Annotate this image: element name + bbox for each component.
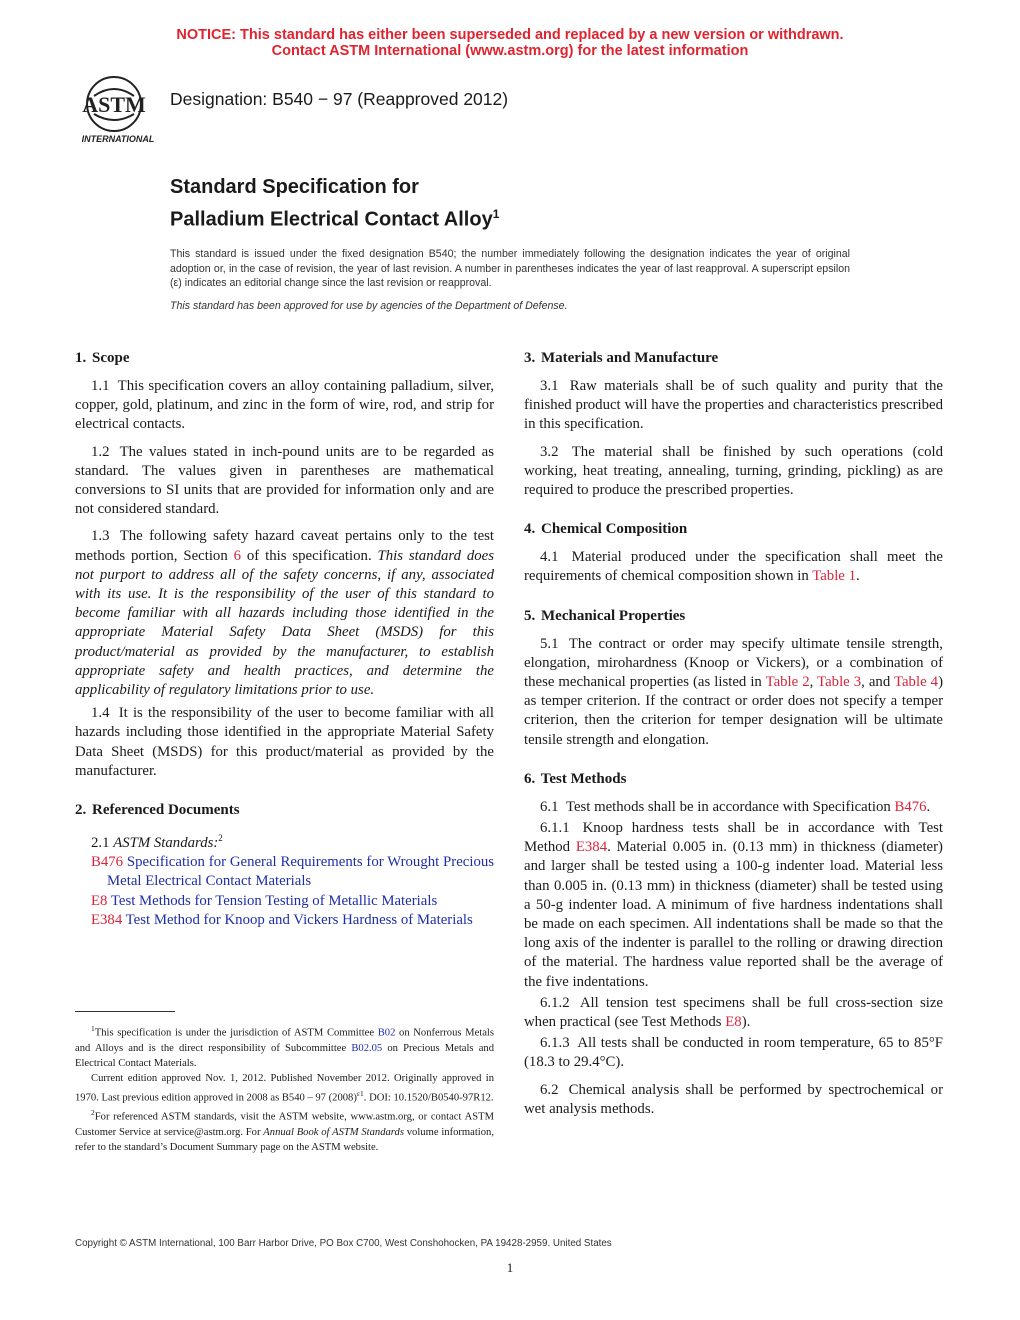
section-heading: 3. Materials and Manufacture [524, 350, 719, 366]
section-heading: 4. Chemical Composition [524, 521, 688, 538]
paragraph-3-2: 3.2 The material shall be finished by such operations (cold working, heat treating, annealing, turning, grinding, pickling) as are required to produce the prescribed properties. [524, 443, 943, 499]
section-heading: 6. Test Methods [524, 770, 627, 787]
reference-code: B476 [91, 854, 124, 871]
paragraph-1-2: 1.2 The values stated in inch-pound units are to be regarded as standard. The values given in parentheses are mathematical conversions to SI units that are provided for information only and are not considered standard. [75, 443, 494, 518]
b02-05-link[interactable]: B02.05 [351, 1042, 383, 1054]
paragraph-4-1: 4.1 Material produced under the specification shall meet the requirements of chemical composition shown in Table 1. [524, 549, 943, 585]
page-number: 1 [506, 1260, 514, 1275]
section-heading: 5. Mechanical Properties [524, 607, 686, 624]
table-1-link[interactable]: Table 1 [812, 568, 856, 585]
paragraph-6-1: 6.1 Test methods shall be in accordance with Specification B476. [540, 798, 931, 815]
notice-line-2: Contact ASTM International (www.astm.org) for the latest information [271, 43, 749, 59]
table-2-link[interactable]: Table 2 [765, 674, 810, 691]
paragraph-1-1: 1.1 This specification covers an alloy containing palladium, silver, copper, gold, platinum, and zinc in the form of wire, rod, and strip for electrical contacts. [75, 378, 494, 433]
title-footnote-ref[interactable]: 1 [492, 207, 500, 221]
section-scope [75, 349, 494, 781]
b476-link[interactable]: B476 [894, 798, 927, 815]
reference-title: Test Method for Knoop and Vickers Hardness of Materials [125, 911, 473, 928]
safety-caveat: This standard does not purport to address all of the safety concerns, if any, associated with its use. It is the responsibility of the user of this standard to become familiar with all hazards including those identified in the appropriate Material Safety Data Sheet (MSDS) for this product/material as provided by the manufacturer, to establish appropriate safety and health practices, and determine the applicability of regulatory limitations prior to use. [75, 547, 494, 699]
reference-code: E384 [91, 911, 123, 928]
astm-logo [74, 74, 162, 146]
table-3-link[interactable]: Table 3 [817, 674, 862, 691]
section-referenced-documents [75, 801, 494, 930]
reference-title: Specification for General Requirements for Wrought Precious Metal Electrical Contact Materials [107, 854, 494, 890]
footnotes [75, 1021, 494, 1155]
document-title [170, 174, 499, 234]
title-line-2: Palladium Electrical Contact Alloy$^1$ [170, 207, 500, 231]
paragraph-6-1-2: 6.1.2 All tension test specimens shall be full cross-section size when practical (see Test Methods E8). [524, 994, 943, 1031]
logo-text: ASTM [82, 92, 146, 117]
paragraph-2-1: 2.1 ASTM Standards:$^2$ [91, 833, 223, 851]
e8-link[interactable]: E8 [725, 1014, 742, 1031]
paragraph-6-1-3: 6.1.3 All tests shall be conducted in room temperature, 65 to 85°F (18.3 to 29.4°C). [524, 1035, 943, 1071]
section-chemical [524, 520, 943, 586]
section-test-methods [524, 770, 943, 1119]
b02-link[interactable]: B02 [377, 1027, 396, 1039]
paragraph-6-2: 6.2 Chemical analysis shall be performed by spectrochemical or wet analysis methods. [524, 1081, 943, 1117]
reference-code: E8 [91, 892, 108, 909]
withdrawal-notice [0, 27, 1020, 59]
astm-logo-icon [74, 74, 162, 146]
reference-item[interactable] [75, 853, 494, 891]
reference-title: Test Methods for Tension Testing of Metallic Materials [110, 892, 438, 909]
notice-line-1: NOTICE: This standard has either been superseded and replaced by a new version or withdrawn. [176, 27, 844, 43]
reference-item[interactable] [75, 892, 494, 911]
paragraph-3-1: 3.1 Raw materials shall be of such quality and purity that the finished product will have the properties and characteristics prescribed in this specification. [524, 378, 943, 433]
dod-approval: This standard has been approved for use by agencies of the Department of Defense. [170, 299, 568, 312]
designation: Designation: B540 − 97 (Reapproved 2012) [170, 89, 509, 109]
paragraph-5-1: 5.1 The contract or order may specify ultimate tensile strength, elongation, mirohardness (Knoop or Vickers), or a combination of these mechanical properties (as listed in Table 2, Table 3, and Table 4) as temper criterion. If the contract or order does not specify a temper criterion, then the criterion for temper designation will be ultimate tensile strength and elongation. [524, 635, 943, 748]
e384-link[interactable]: E384 [575, 839, 608, 856]
paragraph-1-4: 1.4 It is the responsibility of the user to become familiar with all hazards including those identified in the appropriate Material Safety Data Sheet (MSDS) for this product/material as provided by the manufacturer. [75, 705, 494, 779]
paragraph-6-1-1: 6.1.1 Knoop hardness tests shall be in accordance with Test Method E384. Material 0.005 in. (0.13 mm) in thickness (diameter) and larger shall be tested using a 100-g indenter load. Material less than 0.005 in. (0.13 mm) in thickness (diameter) shall be tested using a 50-g indenter load. A minimum of five hardness indentations shall be made on each specimen. All indentations shall be made so that the long axis of the indenter is parallel to the rolling or drawing direction of the material. The hardness value reported shall be the average of the five indentations. [524, 820, 944, 990]
footnote-divider [75, 1011, 175, 1012]
section-6-link[interactable]: 6 [233, 547, 242, 564]
copyright: Copyright © ASTM International, 100 Barr Harbor Drive, PO Box C700, West Conshohocken, PA 19428-2959. United States [75, 1238, 612, 1249]
paragraph-1-3: 1.3 The following safety hazard caveat pertains only to the test methods portion, Section 6 of this specification. This standard does not purport to address all of the safety concerns, if any, associated with its use. It is the responsibility of the user of this standard to become familiar with all hazards including those identified in the appropriate Material Safety Data Sheet (MSDS) for this product/material as provided by the manufacturer, to establish appropriate safety and health practices, and determine the applicability of regulatory limitations prior to use. [75, 528, 495, 699]
section-heading: 2. Referenced Documents [75, 802, 240, 819]
section-materials [524, 349, 943, 500]
table-4-link[interactable]: Table 4 [893, 674, 939, 691]
section-heading: 1. Scope [75, 350, 130, 366]
issuance-paragraph: This standard is issued under the fixed designation B540; the number immediately following the designation indicates the year of original adoption or, in the case of revision, the year of last revision. A number in parentheses indicates the year of last reapproval. A superscript epsilon (ε) indicates an editorial change since the last revision or reapproval. [170, 248, 850, 289]
title-line-1: Standard Specification for [170, 176, 419, 198]
logo-subtext: INTERNATIONAL [81, 134, 155, 144]
right-column [524, 349, 943, 1139]
issuance-notice [170, 247, 850, 313]
footnote-1: $^1$This specification is under the jurisdiction of ASTM Committee B02 on Nonferrous Metals and Alloys and is the direct responsibility of Subcommittee B02.05 on Precious Metals and Electrical Contact Materials. [75, 1024, 494, 1069]
footnote-2: $^2$For referenced ASTM standards, visit the ASTM website, www.astm.org, or contact ASTM Customer Service at service@astm.org. For Annual Book of ASTM Standards volume information, refer to the standard’s Document Summary page on the ASTM website. [75, 1108, 494, 1153]
section-mechanical [524, 607, 943, 750]
left-column [75, 349, 494, 950]
footnote-1-edition: Current edition approved Nov. 1, 2012. Published November 2012. Originally approved in 1970. Last previous edition approved in 2008 as B540 – 97 $(2008)^{\varepsilon 1}$. DOI: 10.1520/B0540-97R12. [75, 1072, 494, 1104]
reference-item[interactable] [75, 911, 494, 930]
